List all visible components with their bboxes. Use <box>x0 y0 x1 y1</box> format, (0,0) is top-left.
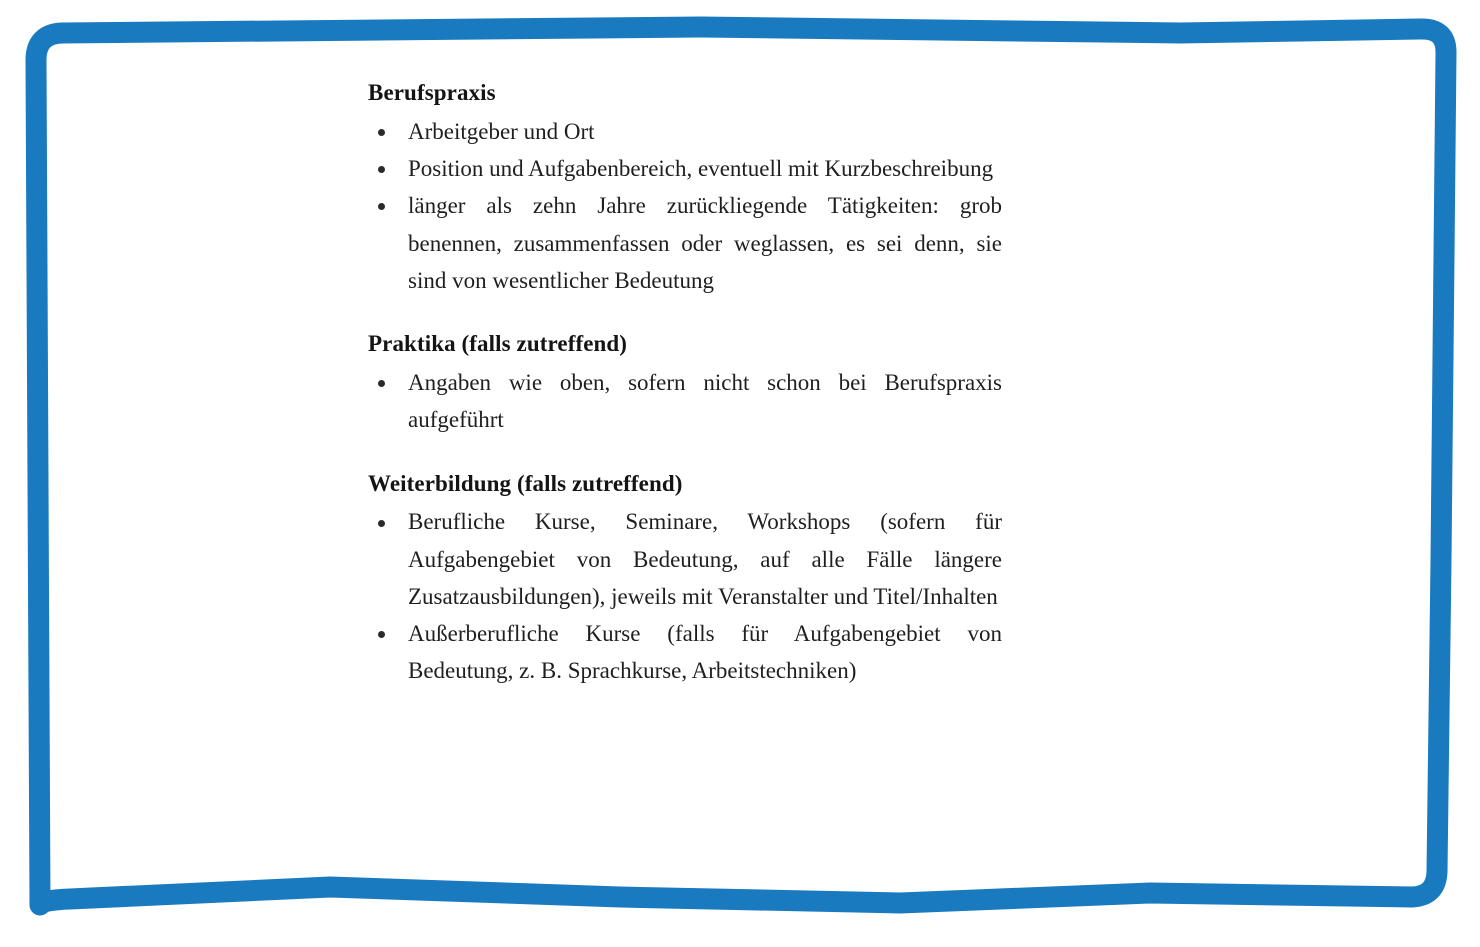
section-heading: Praktika (falls zutreffend) <box>368 331 628 357</box>
list-item-text: Angaben wie oben, sofern nicht schon bei Berufspraxis aufgeführt <box>408 370 1002 433</box>
list-item-text: Position und Aufgabenbereich, eventuell mit Kurzbeschreibung <box>408 156 994 182</box>
list-item <box>368 150 1002 187</box>
list-item <box>368 615 1002 690</box>
list-item-text: länger als zehn Jahre zurückliegende Tätigkeiten: grob benennen, zusammenfassen oder weglassen, es sei denn, sie sind von wesentlicher Bedeutung <box>408 193 1002 293</box>
list-item <box>368 503 1002 615</box>
list-item <box>368 187 1002 299</box>
list-item-text: Außerberufliche Kurse (falls für Aufgabengebiet von Bedeutung, z. B. Sprachkurse, Arbeitstechniken) <box>408 621 1002 684</box>
list-item <box>368 364 1002 439</box>
section-heading: Weiterbildung (falls zutreffend) <box>368 470 683 496</box>
section-praktika <box>368 329 1002 438</box>
bullet-list <box>368 364 1002 439</box>
document-text-block <box>368 78 1002 690</box>
section-berufspraxis <box>368 78 1002 299</box>
list-item-text: Arbeitgeber und Ort <box>408 118 595 144</box>
list-item-text: Berufliche Kurse, Seminare, Workshops (sofern für Aufgabengebiet von Bedeutung, auf alle Fälle längere Zusatzausbildungen), jeweils mit Veranstalter und Titel/Inhalten <box>408 509 1002 609</box>
section-heading: Berufspraxis <box>368 80 496 105</box>
section-weiterbildung <box>368 469 1002 690</box>
bullet-list <box>368 113 1002 299</box>
bullet-list <box>368 503 1002 689</box>
list-item <box>368 113 1002 150</box>
